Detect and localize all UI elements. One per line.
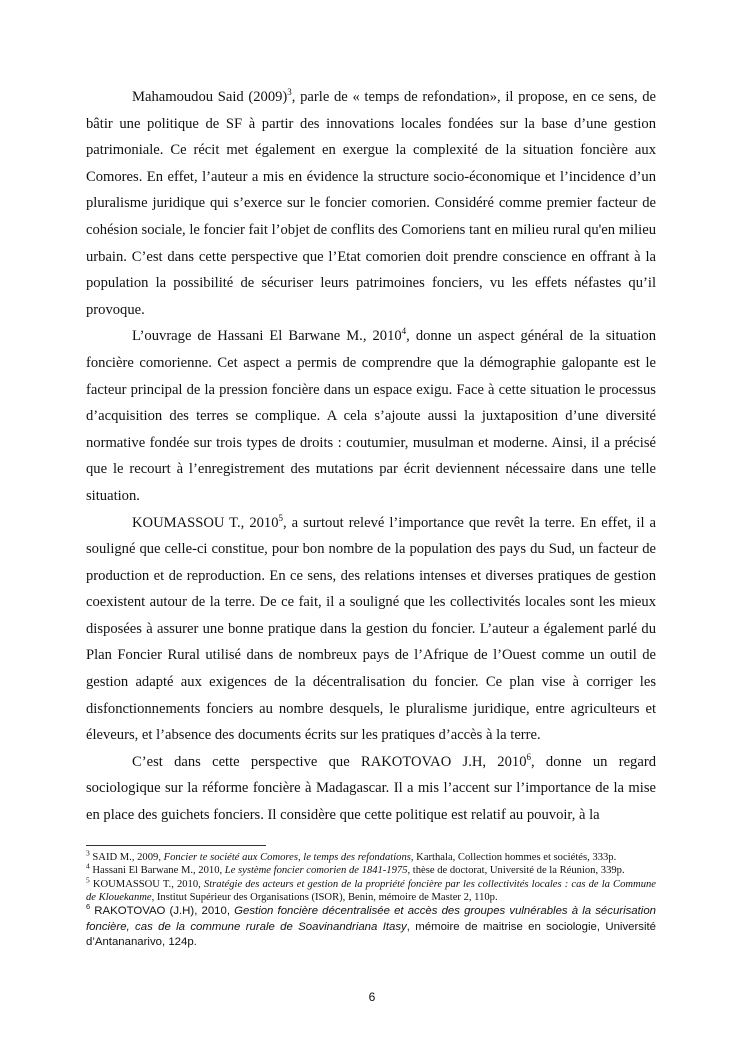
paragraph-mahamoudou-said: [86, 84, 656, 323]
footnote-number: 4: [86, 861, 90, 871]
footnote-text: RAKOTOVAO (J.H), 2010,: [90, 905, 235, 918]
paragraph-hassani-el-barwane: [86, 323, 656, 509]
body-text: [86, 84, 656, 829]
footnote-ref-3[interactable]: 3: [287, 87, 292, 98]
footnote-5: [86, 875, 657, 905]
paragraph-text: , donne un aspect général de la situation foncière comorienne. Cet aspect a permis de comprendre que la démographie galopante est le facteur principal de la pression foncière dans un espace exigu. Face à cette situation le processus d’acquisition des terres se complique. A cela s’ajoute aussi la juxtaposition d’une diversité normative fondée sur trois types de droits : coutumier, musulman et moderne. Ainsi, il a précisé que le recourt à l’enregistrement des mutations par écrit deviennent nécessaire dans une telle situation.: [86, 328, 656, 504]
paragraph-text: KOUMASSOU T., 2010: [132, 514, 279, 531]
footnote-ref-5[interactable]: 5: [278, 512, 284, 523]
footnote-3: [86, 848, 656, 864]
footnote-text: , Institut Supérieur des Organisations (ISOR), Benin, mémoire de Master 2, 110p.: [151, 891, 498, 903]
paragraph-text: , a surtout relevé l’importance que revêt la terre. En effet, il a souligné que celle-ci constitue, pour bon nombre de la population des pays du Sud, un facteur de production et de reproduction. En ce sens, des relations intenses et diverses pratiques de gestion coexistent autour de la terre. De ce fait, il a souligné que les collectivités locales sont les mieux disposées à assurer une bonne pratique dans la gestion du foncier. L’auteur a également parlé du Plan Foncier Rural utilisé dans de nombreux pays de l’Afrique de l’Ouest comme un outil de gestion adapté aux exigences de la décentralisation du foncier. Ce plan vise à corriger les disfonctionnements fonciers au nombre desquels, le pluralisme juridique, entre agriculteurs et éleveurs, et l’absence des documents écrits sur les pratiques d’accès à la terre.: [86, 514, 656, 744]
footnote-title: Stratégie des acteurs et gestion de la propriété foncière par les collectivités locales : cas de la Commune de Klouekanme: [86, 878, 657, 903]
paragraph-koumassou: [86, 510, 656, 749]
footnote-number: 3: [86, 848, 90, 858]
footnote-number: 5: [86, 875, 90, 885]
footnote-separator: [86, 845, 266, 846]
footnote-text: Hassani El Barwane M., 2010,: [89, 865, 225, 877]
paragraph-text: Mahamoudou Said (2009): [132, 89, 288, 105]
page-number: 6: [368, 990, 376, 1004]
footnote-text: , Karthala, Collection hommes et sociétés, 333p.: [410, 852, 617, 863]
paragraph-text: , donne un regard sociologique sur la réforme foncière à Madagascar. Il a mis l’accent sur l’importance de la mise en place des guichets fonciers. Il considère que cette politique est relatif au pouvoir, à la: [86, 753, 656, 824]
footnote-title: Foncier te société aux Comores, le temps des refondations: [163, 852, 411, 863]
paragraph-text: , parle de « temps de refondation», il propose, en ce sens, de bâtir une politique de SF à partir des innovations locales fondées sur la base d’une gestion patrimoniale. Ce récit met également en exergue la complexité de la situation foncière aux Comores. En effet, l’auteur a mis en évidence la structure socio-économique et l’incidence d’un pluralisme juridique qui s’exerce sur le foncier comorien. Considéré comme premier facteur de cohésion sociale, le foncier fait l’objet de conflits des Comoriens tant en milieu rural qu'en milieu urbain. C’est dans cette perspective que l’Etat comorien doit prendre conscience en offrant à la population la possibilité de sécuriser leurs patrimoines fonciers, vu les effets néfastes qu’il provoque.: [86, 89, 656, 318]
footnotes: [86, 848, 657, 951]
footnote-text: SAID M., 2009,: [89, 852, 164, 863]
footnote-4: [86, 861, 656, 877]
paragraph-text: L’ouvrage de Hassani El Barwane M., 2010: [132, 328, 402, 345]
footnote-6: [86, 904, 656, 951]
footnote-number: 6: [86, 902, 91, 912]
footnote-ref-6[interactable]: 6: [526, 751, 531, 762]
footnote-text: , mémoire de maitrise en sociologie, Université d’Antananarivo, 124p.: [86, 920, 656, 949]
footnote-text: KOUMASSOU T., 2010,: [89, 878, 204, 890]
footnote-title: Le système foncier comorien de 1841-1975: [224, 865, 408, 877]
paragraph-text: C’est dans cette perspective que RAKOTOVAO J.H, 2010: [132, 753, 527, 770]
footnote-ref-4[interactable]: 4: [401, 326, 407, 337]
footnote-text: , thèse de doctorat, Université de la Réunion, 339p.: [407, 865, 625, 877]
footnote-title: Gestion foncière décentralisée et accès des groupes vulnérables à la sécurisation foncière, cas de la commune rurale de Soavinandriana Itasy: [86, 905, 656, 933]
paragraph-rakotovao: [86, 749, 656, 829]
